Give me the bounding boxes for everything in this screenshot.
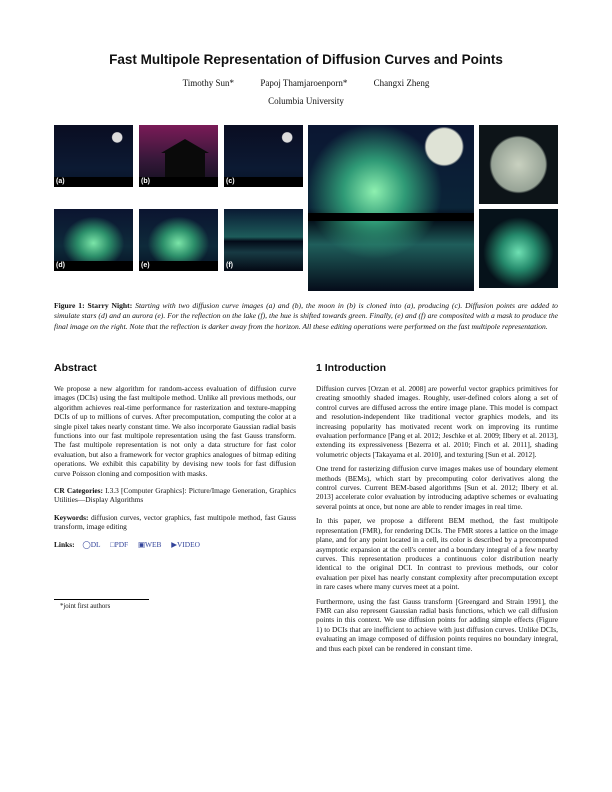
- pdf-icon: □: [110, 539, 115, 549]
- intro-paragraph: Diffusion curves [Orzan et al. 2008] are powerful vector graphics primitives for creating smoothly shaded images. Roughly, user-defined colors along a set of control curves are diffused across the entire image plane. This model is compact and resolution-independent like traditional vector graphics models, and its increasing popularity has motivated recent work on improving its runtime evaluation performance [Pang et al. 2012; Jeschke et al. 2009; Ilbery et al. 2013], extending its expressiveness [Bezerra et al. 2010; Finch et al. 2011], shading volumetric objects [Takayama et al. 2010], and texturing [Sun et al. 2012].: [316, 384, 558, 459]
- footnote: *joint first authors: [60, 603, 111, 610]
- keywords-text: diffusion curves, vector graphics, fast multipole method, fast Gauss transform, image editing: [54, 512, 296, 532]
- video-icon: ▶: [171, 539, 177, 549]
- keywords-label: Keywords:: [54, 512, 89, 522]
- abstract-column: [54, 384, 296, 554]
- video-link[interactable]: ▶VIDEO: [171, 539, 200, 549]
- panel-label: (b): [141, 178, 150, 185]
- figure-aurora-closeup: [479, 209, 558, 288]
- links-row: [54, 540, 296, 549]
- caption-text: Starting with two diffusion curve images (a) and (b), the moon in (b) is cloned into (a), producing (c). Diffusion points are added to simulate stars (d) and an aurora (e). For the reflection on the lake (f), the hue is shifted towards green. Finally, (e) and (f) are composited with a mask to produce the final image on the right. Note that the reflection is darker away from the horizon. All these editing operations were performed on the fast multipole representation.: [54, 301, 558, 331]
- paper-title: Fast Multipole Representation of Diffusion Curves and Points: [109, 52, 503, 67]
- links-label: Links:: [54, 539, 75, 549]
- affiliation: Columbia University: [268, 96, 344, 106]
- author-list: [0, 78, 612, 88]
- author-name: Changxi Zheng: [373, 78, 430, 88]
- intro-paragraph: In this paper, we propose a different BEM method, the fast multipole representation (FMR), for rendering DCIs. The FMR stores a lattice on the image plane, and for any point located in a cell, its color is described by a precomputed asymptotic expansion at the cell's center and a boundary integral of a few nearby curves. This representation produces a continuous color distribution nearly identical to the original DCI. In contrast to previous methods, our color evaluation per pixel has nearly constant complexity after precomputation except in rare cases where many curves meet at a point.: [316, 516, 558, 592]
- cr-text: I.3.3 [Computer Graphics]: Picture/Image Generation, Graphics Utilities—Display Algorithms: [54, 486, 296, 505]
- intro-paragraph: Furthermore, using the fast Gauss transform [Greengard and Strain 1991], the FMR can also represent Gaussian radial basis functions, which we call diffusion points in this context. We use diffusion points for adding simple effects (Figure 1) to DCIs that are inefficient to achieve with just diffusion curves. Unlike DCIs, evaluating an image composed of diffusion points requires no boundary integral, and thus each pixel can be rendered in constant time.: [316, 596, 558, 653]
- cr-categories: [54, 486, 296, 505]
- caption-label: Figure 1: Starry Night:: [54, 301, 133, 310]
- figure-moon-closeup: [479, 125, 558, 204]
- keywords: [54, 513, 296, 532]
- figure-panel-a: [54, 125, 133, 187]
- footnote-rule: [54, 599, 149, 600]
- panel-label: (c): [226, 178, 235, 185]
- abstract-text: We propose a new algorithm for random-access evaluation of diffusion curve images (DCIs) using the fast multipole method. Unlike all previous methods, our algorithm achieves real-time performance for rasterization and texture-mapping DCIs of up to millions of curves. After precomputation, computing the color at a single pixel takes nearly constant time. We also incorporate Gaussian radial basis functions into our fast multipole representation using the fast Gauss transform. The fast multipole representation is not only a data structure for fast color evaluation, but also a framework for vector graphics analogues of bitmap editing operations. We exhibit this capability by devising new tools for fast diffusion curve Poisson cloning and composition with masks.: [54, 384, 296, 478]
- intro-column: [316, 384, 558, 658]
- intro-heading: 1 Introduction: [316, 362, 386, 374]
- pdf-link[interactable]: □PDF: [110, 539, 129, 549]
- figure-panel-e: [139, 209, 218, 271]
- panel-label: (a): [56, 178, 65, 185]
- author-name: Timothy Sun*: [182, 78, 235, 88]
- cr-label: CR Categories:: [54, 486, 104, 496]
- figure-caption: [54, 301, 558, 332]
- panel-label: (f): [226, 262, 233, 269]
- panel-label: (e): [141, 262, 150, 269]
- intro-paragraph: One trend for rasterizing diffusion curve images makes use of boundary element methods (BEMs), which start by precomputing color derivatives along the control curves. Current BEM-based algorithms [Sun et al. 2012; Ilbery et al. 2013] accelerate color evaluation by introducing adaptive schemes or evaluating several points at once, but none are able to render images in real time.: [316, 464, 558, 511]
- abstract-heading: Abstract: [54, 362, 97, 374]
- panel-label: (d): [56, 262, 65, 269]
- web-icon: ▣: [138, 539, 145, 549]
- author-name: Papoj Thamjaroenporn*: [260, 78, 348, 88]
- figure-final-image: [308, 125, 474, 291]
- figure-panel-d: [54, 209, 133, 271]
- web-link[interactable]: ▣WEB: [138, 539, 162, 549]
- dl-link[interactable]: ◯DL: [82, 539, 101, 549]
- figure-panel-f: [224, 209, 303, 271]
- figure-panel-b: [139, 125, 218, 187]
- figure-panel-c: [224, 125, 303, 187]
- globe-icon: ◯: [82, 539, 91, 549]
